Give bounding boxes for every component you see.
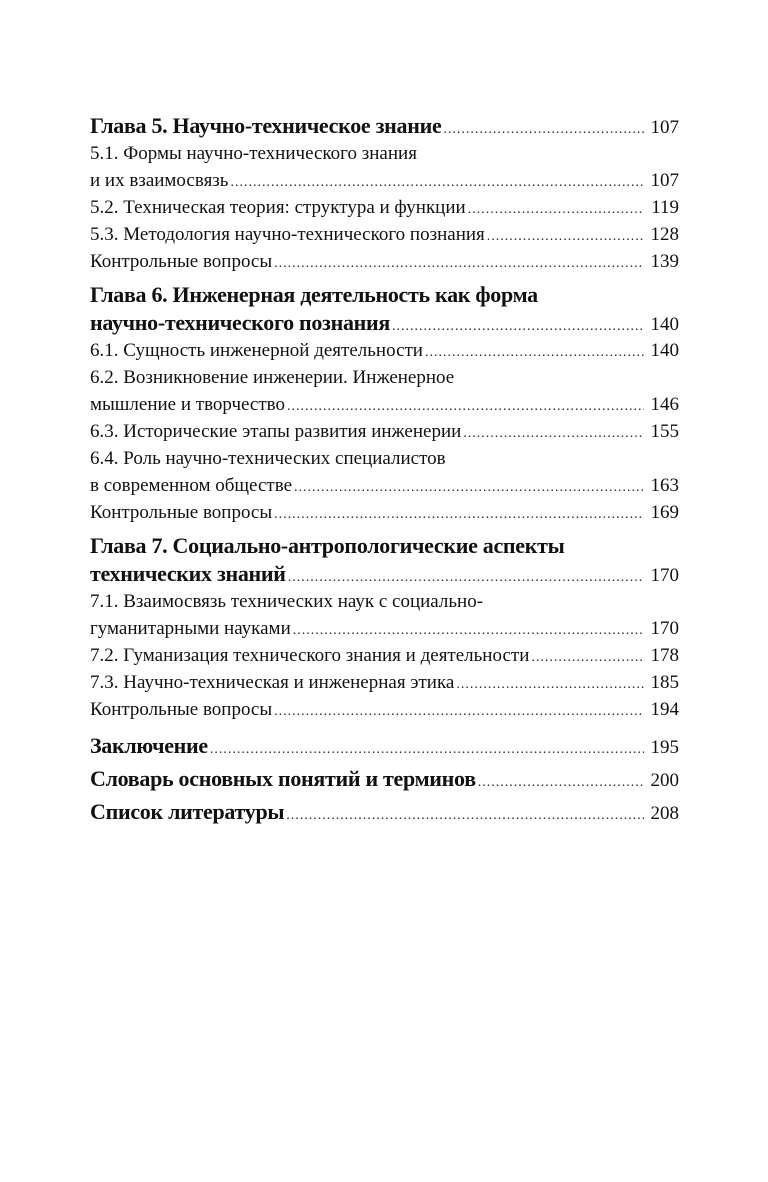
toc-entry-page: 140	[650, 340, 679, 361]
toc-entry-6-2[interactable]	[90, 364, 679, 391]
toc-entry-text: Контрольные вопросы	[90, 251, 273, 272]
leader-dots	[487, 223, 644, 250]
toc-entry-text: 6.3. Исторические этапы развития инженерии	[90, 421, 462, 442]
leader-dots	[425, 339, 644, 366]
chapter-6-title: Глава 6. Инженерная деятельность как форма	[90, 282, 538, 307]
toc-entry-page: 194	[650, 699, 679, 720]
chapter-7-page: 170	[650, 565, 679, 586]
toc-entry-6-2-cont[interactable]	[90, 391, 679, 418]
leader-dots	[392, 313, 644, 341]
leader-dots	[468, 196, 644, 223]
toc-entry-text: мышление и творчество	[90, 394, 285, 415]
back-matter	[90, 729, 679, 828]
toc-entry-text: Контрольные вопросы	[90, 502, 273, 523]
chapter-7-title-cont: технических знаний	[90, 561, 286, 586]
toc-entry-text: 6.2. Возникновение инженерии. Инженерное	[90, 367, 455, 388]
toc-entry-page: 107	[650, 170, 679, 191]
leader-dots	[274, 501, 644, 528]
toc-entry-page: 163	[650, 475, 679, 496]
chapter-7-section	[90, 532, 679, 723]
toc-entry-5-3[interactable]	[90, 221, 679, 248]
toc-entry-page: 146	[650, 394, 679, 415]
toc-entry-page: 169	[650, 502, 679, 523]
leader-dots	[230, 169, 644, 196]
table-of-contents	[90, 112, 679, 828]
leader-dots	[294, 474, 644, 501]
toc-entry-page: 155	[650, 421, 679, 442]
chapter-7-heading[interactable]	[90, 532, 679, 560]
toc-entry-7-2[interactable]	[90, 642, 679, 669]
conclusion-page: 195	[650, 737, 679, 758]
conclusion-title: Заключение	[90, 733, 208, 758]
leader-dots	[286, 799, 644, 832]
toc-entry-text: 5.2. Техническая теория: структура и функции	[90, 197, 466, 218]
toc-entry-5-1[interactable]	[90, 140, 679, 167]
chapter-7-title: Глава 7. Социально-антропологические аспекты	[90, 533, 565, 558]
toc-entry-conclusion[interactable]	[90, 729, 679, 762]
toc-entry-text: 6.1. Сущность инженерной деятельности	[90, 340, 423, 361]
leader-dots	[463, 420, 644, 447]
toc-entry-page: 119	[651, 197, 679, 218]
leader-dots	[478, 766, 644, 799]
toc-entry-7-1[interactable]	[90, 588, 679, 615]
chapter-6-heading-cont[interactable]	[90, 309, 679, 337]
glossary-page: 200	[650, 770, 679, 791]
toc-entry-text: Контрольные вопросы	[90, 699, 273, 720]
toc-entry-references[interactable]	[90, 795, 679, 828]
toc-entry-6-3[interactable]	[90, 418, 679, 445]
leader-dots	[287, 393, 644, 420]
toc-entry-page: 178	[650, 645, 679, 666]
references-title: Список литературы	[90, 799, 285, 824]
chapter-6-section	[90, 281, 679, 526]
toc-entry-text: 5.1. Формы научно-технического знания	[90, 143, 417, 164]
toc-entry-text: 7.2. Гуманизация технического знания и деятельности	[90, 645, 530, 666]
chapter-7-heading-cont[interactable]	[90, 560, 679, 588]
references-page: 208	[650, 803, 679, 824]
leader-dots	[456, 671, 644, 698]
toc-entry-6-1[interactable]	[90, 337, 679, 364]
toc-entry-text: в современном обществе	[90, 475, 292, 496]
leader-dots	[274, 698, 644, 725]
chapter-6-page: 140	[650, 314, 679, 335]
toc-entry-text: 7.1. Взаимосвязь технических наук с социально-	[90, 591, 484, 612]
toc-entry-5-questions[interactable]	[90, 248, 679, 275]
chapter-5-title: Глава 5. Научно-техническое знание	[90, 113, 442, 138]
toc-entry-6-4-cont[interactable]	[90, 472, 679, 499]
chapter-6-title-cont: научно-технического познания	[90, 310, 391, 335]
toc-entry-6-4[interactable]	[90, 445, 679, 472]
toc-entry-5-1-cont[interactable]	[90, 167, 679, 194]
chapter-5-page: 107	[650, 117, 679, 138]
chapter-5-heading[interactable]	[90, 112, 679, 140]
toc-entry-7-3[interactable]	[90, 669, 679, 696]
leader-dots	[274, 250, 644, 277]
toc-entry-page: 185	[650, 672, 679, 693]
toc-entry-page: 170	[650, 618, 679, 639]
toc-entry-6-questions[interactable]	[90, 499, 679, 526]
toc-entry-page: 128	[650, 224, 679, 245]
toc-entry-text: гуманитарными науками	[90, 618, 291, 639]
toc-entry-text: 6.4. Роль научно-технических специалистов	[90, 448, 446, 469]
glossary-title: Словарь основных понятий и терминов	[90, 766, 476, 791]
chapter-5-section	[90, 112, 679, 275]
toc-entry-5-2[interactable]	[90, 194, 679, 221]
leader-dots	[531, 644, 644, 671]
toc-entry-7-questions[interactable]	[90, 696, 679, 723]
toc-entry-text: и их взаимосвязь	[90, 170, 229, 191]
toc-entry-text: 5.3. Методология научно-технического познания	[90, 224, 485, 245]
leader-dots	[443, 116, 644, 144]
toc-entry-7-1-cont[interactable]	[90, 615, 679, 642]
toc-entry-text: 7.3. Научно-техническая и инженерная этика	[90, 672, 455, 693]
toc-entry-page: 139	[650, 251, 679, 272]
chapter-6-heading[interactable]	[90, 281, 679, 309]
leader-dots	[293, 617, 644, 644]
toc-entry-glossary[interactable]	[90, 762, 679, 795]
